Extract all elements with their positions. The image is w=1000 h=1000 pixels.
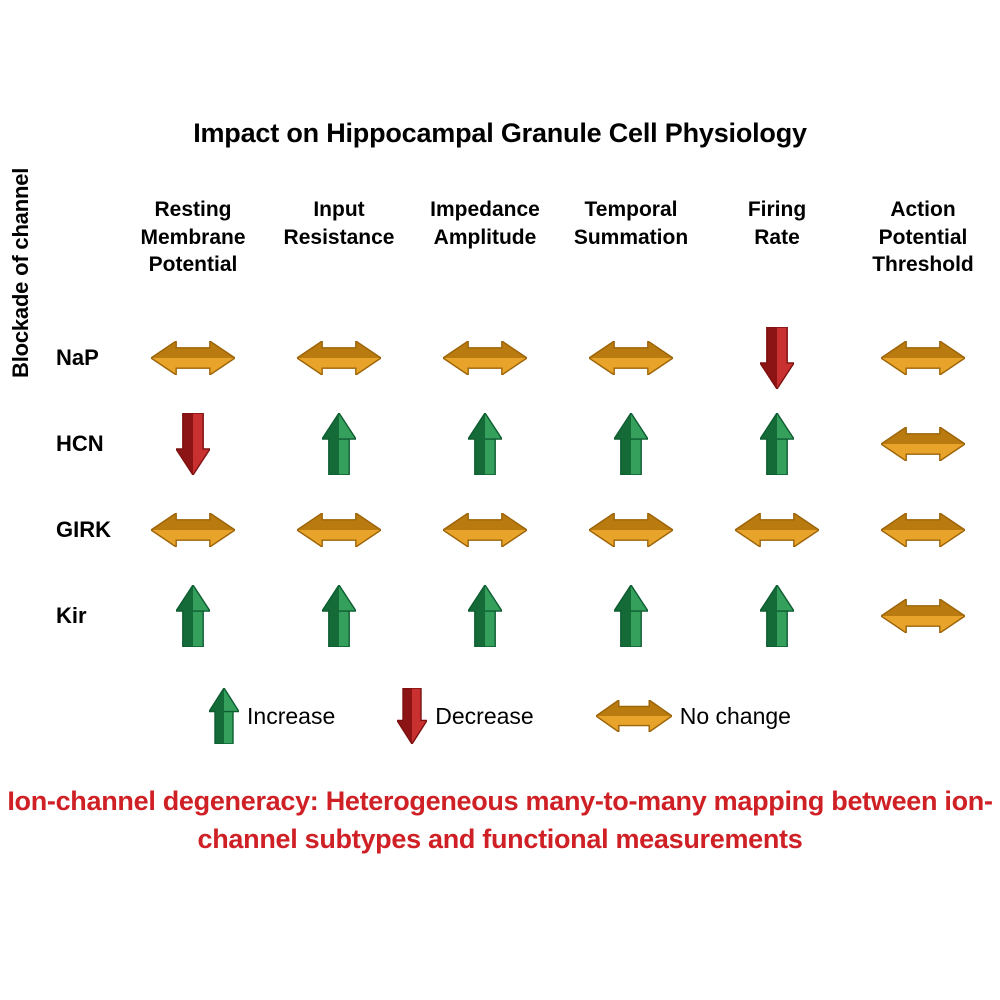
matrix-grid: [40, 315, 1000, 659]
cell-nap-temporal-summation: [558, 341, 704, 375]
cell-girk-impedance-amplitude: [412, 513, 558, 547]
column-header-firing-rate: Firing Rate: [747, 198, 807, 249]
legend-item-increase: [209, 688, 335, 744]
cell-hcn-impedance-amplitude: [412, 413, 558, 475]
legend-label-no-change: No change: [679, 702, 791, 729]
table-row: [40, 401, 1000, 487]
cell-nap-action-potential-threshold: [850, 341, 996, 375]
column-header-row: [120, 196, 1000, 279]
row-label-kir: Kir: [56, 603, 87, 628]
column-header-action-potential-threshold: Action Potential Threshold: [872, 198, 974, 277]
cell-girk-resting-membrane-potential: [120, 513, 266, 547]
cell-nap-resting-membrane-potential: [120, 341, 266, 375]
cell-kir-resting-membrane-potential: [120, 585, 266, 647]
cell-girk-input-resistance: [266, 513, 412, 547]
column-header-input-resistance: Input Resistance: [283, 198, 395, 249]
page-title: Impact on Hippocampal Granule Cell Physiology: [193, 118, 807, 148]
legend-label-increase: Increase: [247, 702, 336, 729]
row-label-girk: GIRK: [56, 517, 111, 542]
table-row: [40, 487, 1000, 573]
cell-hcn-resting-membrane-potential: [120, 413, 266, 475]
cell-hcn-firing-rate: [704, 413, 850, 475]
cell-kir-temporal-summation: [558, 585, 704, 647]
double-arrow-icon: [596, 700, 672, 732]
cell-kir-impedance-amplitude: [412, 585, 558, 647]
table-row: [40, 315, 1000, 401]
cell-kir-input-resistance: [266, 585, 412, 647]
figure-caption: Ion-channel degeneracy: Heterogeneous many-to-many mapping between ion-channel subtypes and functional measurements: [7, 786, 993, 855]
cell-girk-action-potential-threshold: [850, 513, 996, 547]
cell-hcn-input-resistance: [266, 413, 412, 475]
row-label-nap: NaP: [56, 345, 99, 370]
column-header-resting-membrane-potential: Resting Membrane Potential: [140, 198, 246, 277]
up-arrow-icon: [209, 688, 239, 744]
cell-kir-action-potential-threshold: [850, 599, 996, 633]
cell-hcn-action-potential-threshold: [850, 427, 996, 461]
cell-girk-firing-rate: [704, 513, 850, 547]
legend-item-no-change: [596, 700, 791, 732]
cell-nap-input-resistance: [266, 341, 412, 375]
table-row: [40, 573, 1000, 659]
down-arrow-icon: [397, 688, 427, 744]
cell-kir-firing-rate: [704, 585, 850, 647]
row-label-hcn: HCN: [56, 431, 104, 456]
y-axis-label: Blockade of channel: [8, 167, 33, 378]
cell-nap-impedance-amplitude: [412, 341, 558, 375]
legend: [0, 688, 1000, 744]
column-header-temporal-summation: Temporal Summation: [573, 198, 689, 249]
column-header-impedance-amplitude: Impedance Amplitude: [430, 198, 540, 249]
legend-item-decrease: [397, 688, 533, 744]
cell-hcn-temporal-summation: [558, 413, 704, 475]
cell-girk-temporal-summation: [558, 513, 704, 547]
cell-nap-firing-rate: [704, 327, 850, 389]
legend-label-decrease: Decrease: [435, 702, 534, 729]
